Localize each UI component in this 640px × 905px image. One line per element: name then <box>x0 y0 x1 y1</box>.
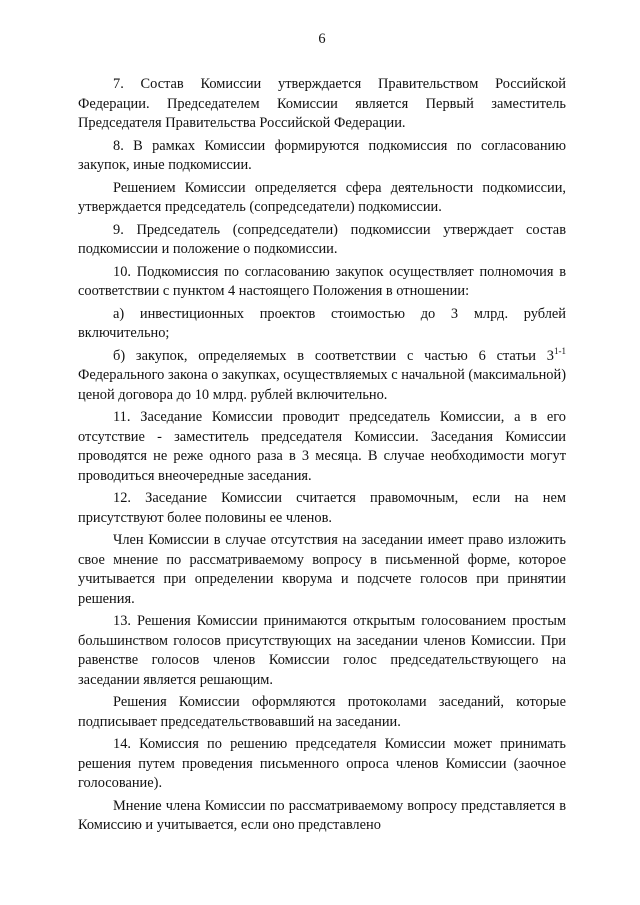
page-number: 6 <box>318 31 326 47</box>
paragraph-12: 12. Заседание Комиссии считается правомочным, если на нем присутствуют более половины ее членов. <box>78 490 566 526</box>
paragraph-subcommission-scope: Решением Комиссии определяется сфера деятельности подкомиссии, утверждается председатель (сопредседатели) подкомиссии. <box>78 179 566 215</box>
paragraph-7: 7. Состав Комиссии утверждается Правительством Российской Федерации. Председателем Комиссии является Первый заместитель Председателя Правительства Российской Федерации. <box>78 76 566 131</box>
paragraph-8: 8. В рамках Комиссии формируются подкомиссия по согласованию закупок, иные подкомиссии. <box>78 137 566 173</box>
paragraph-11: 11. Заседание Комиссии проводит председатель Комиссии, а в его отсутствие - заместитель председателя Комиссии. Заседания Комиссии проводятся не реже одного раза в 3 месяца. В случае необходимости могут проводиться внеочередные заседания. <box>78 409 566 484</box>
document-page <box>78 30 566 839</box>
paragraph-10: 10. Подкомиссия по согласованию закупок осуществляет полномочия в соответствии с пунктом 4 настоящего Положения в отношении: <box>78 263 566 299</box>
paragraph-10-b-text-continued: Федерального закона о закупках, осуществляемых с начальной (максимальной) ценой договора до 10 млрд. рублей включительно. <box>78 367 566 403</box>
paragraph-10-b <box>78 347 566 406</box>
paragraph-member-opinion: Мнение члена Комиссии по рассматриваемому вопросу представляется в Комиссию и учитывается, если оно представлено <box>78 797 566 833</box>
article-superscript: 1-1 <box>554 345 566 356</box>
paragraph-9: 9. Председатель (сопредседатели) подкомиссии утверждает состав подкомиссии и положение о подкомиссии. <box>78 221 566 257</box>
paragraph-absent-member: Член Комиссии в случае отсутствия на заседании имеет право изложить свое мнение по рассматриваемому вопросу в письменной форме, которое учитывается при определении кворума и подсчете голосов при принятии решения. <box>78 532 566 607</box>
paragraph-10-b-text: б) закупок, определяемых в соответствии с частью 6 статьи 3 <box>113 347 554 364</box>
paragraph-14: 14. Комиссия по решению председателя Комиссии может принимать решения путем проведения письменного опроса членов Комиссии (заочное голосование). <box>78 736 566 791</box>
paragraph-10-a: а) инвестиционных проектов стоимостью до 3 млрд. рублей включительно; <box>78 305 566 341</box>
paragraph-13: 13. Решения Комиссии принимаются открытым голосованием простым большинством голосов присутствующих на заседании членов Комиссии. При равенстве голосов членов Комиссии голос председательствующего на заседании является решающим. <box>78 613 566 688</box>
paragraph-protocols: Решения Комиссии оформляются протоколами заседаний, которые подписывает председательствовавший на заседании. <box>78 694 566 730</box>
